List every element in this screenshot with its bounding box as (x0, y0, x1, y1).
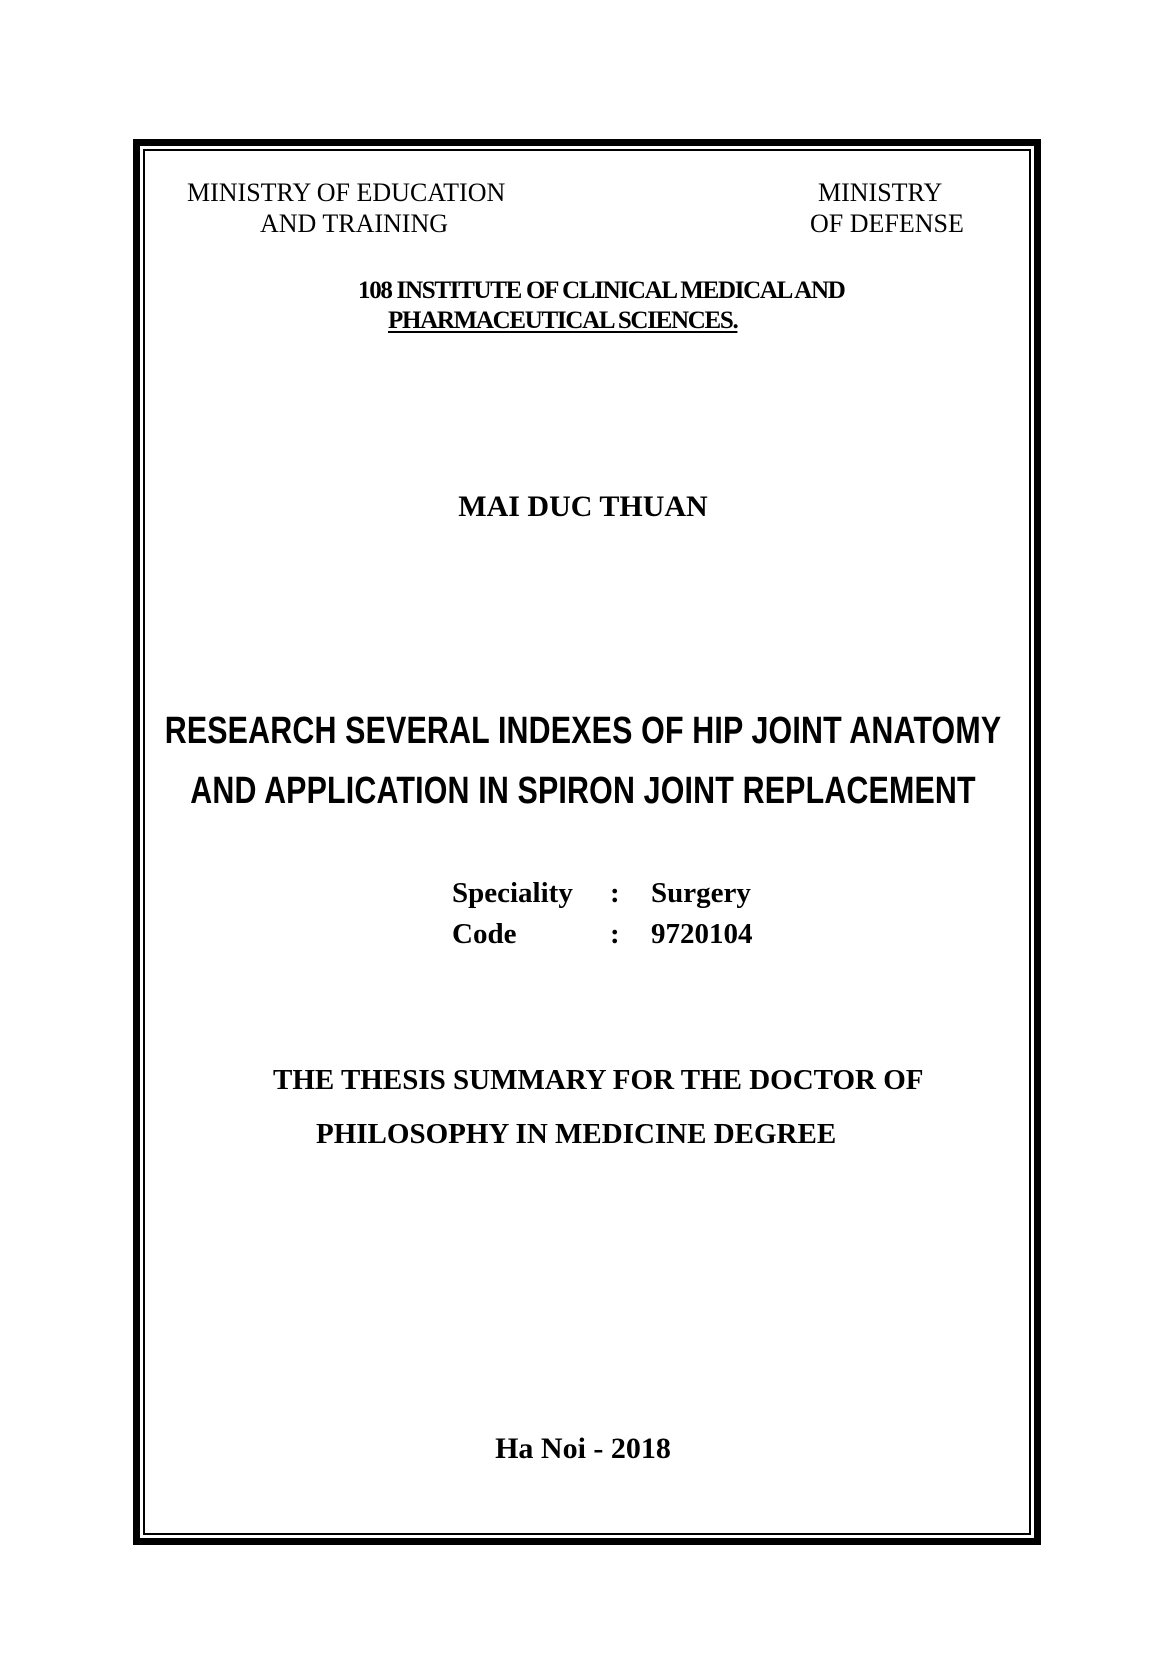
author-name: MAI DUC THUAN (458, 490, 708, 523)
institute-name-line1: 108 INSTITUTE OF CLINICAL MEDICAL AND (358, 277, 845, 304)
place-and-year: Ha Noi - 2018 (495, 1432, 671, 1465)
ministry-defense-line1: MINISTRY (818, 178, 943, 207)
code-label: Code (452, 918, 517, 950)
ministry-education-line1: MINISTRY OF EDUCATION (187, 178, 506, 207)
thesis-summary-line2: PHILOSOPHY IN MEDICINE DEGREE (316, 1118, 837, 1150)
thesis-summary-line1: THE THESIS SUMMARY FOR THE DOCTOR OF (273, 1064, 924, 1096)
institute-name-line2: PHARMACEUTICAL SCIENCES. (388, 307, 738, 334)
speciality-label: Speciality (452, 877, 573, 909)
thesis-title-line1: RESEARCH SEVERAL INDEXES OF HIP JOINT ANATOMY (164, 710, 1002, 752)
code-value: 9720104 (651, 918, 753, 950)
speciality-value: Surgery (651, 877, 751, 909)
inner-border (143, 149, 1031, 1535)
ministry-education-line2: AND TRAINING (260, 209, 449, 238)
code-separator: : (610, 918, 620, 950)
ministry-defense-line2: OF DEFENSE (810, 209, 964, 238)
thesis-title-line2: AND APPLICATION IN SPIRON JOINT REPLACEMENT (190, 770, 976, 812)
speciality-separator: : (610, 877, 620, 909)
